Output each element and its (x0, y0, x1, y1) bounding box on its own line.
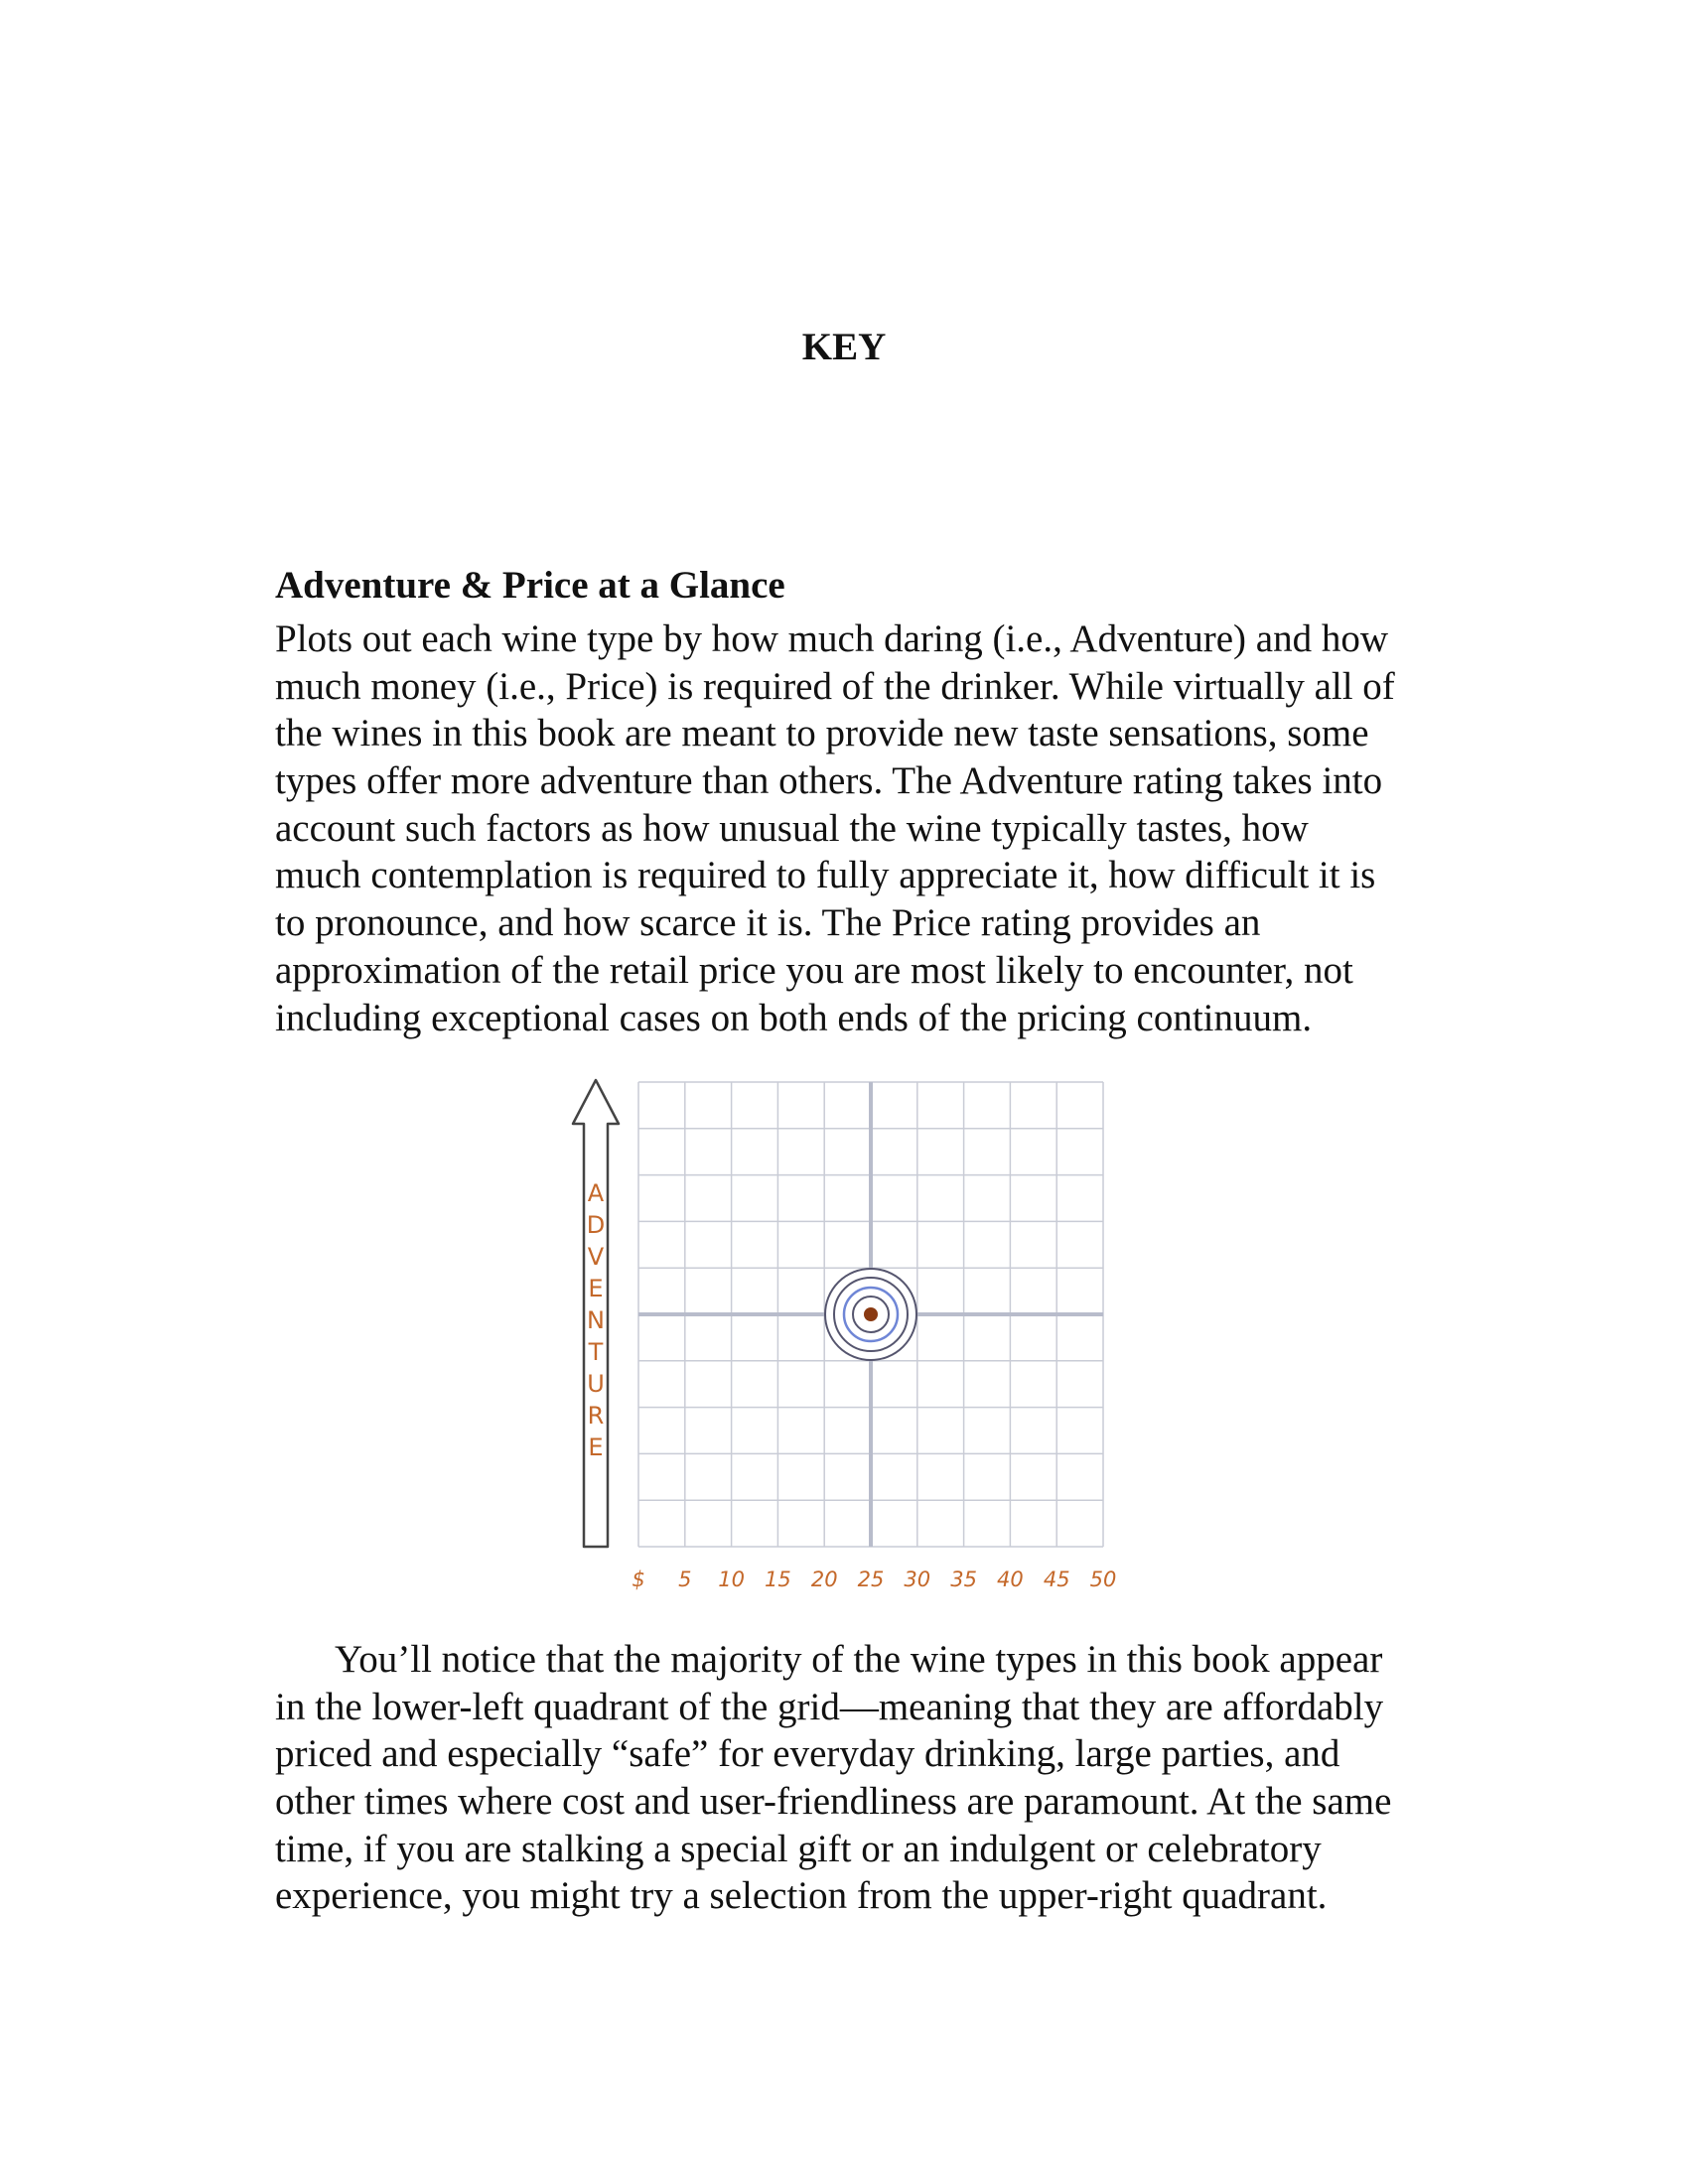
y-axis-label-letter: T (588, 1338, 604, 1366)
x-tick-label: 45 (1043, 1568, 1070, 1591)
paragraph-line: other times where cost and user-friendliness are paramount. At the same (275, 1780, 1392, 1824)
y-axis-label-letter: A (587, 1179, 605, 1207)
data-point (864, 1307, 878, 1321)
paragraph-line: time, if you are stalking a special gift or an indulgent or celebratory (275, 1827, 1322, 1870)
x-tick-label: 5 (678, 1568, 692, 1591)
y-axis-label-letter: N (587, 1306, 605, 1334)
paragraph-line: Plots out each wine type by how much daring (i.e., Adventure) and how (275, 617, 1389, 660)
target-marker (825, 1269, 916, 1360)
x-tick-label: 30 (904, 1568, 931, 1591)
paragraph-line: much money (i.e., Price) is required of the drinker. While virtually all of (275, 664, 1395, 708)
closing-paragraph (275, 1636, 1391, 1920)
paragraph-line: to pronounce, and how scarce it is. The Price rating provides an (275, 901, 1261, 945)
x-axis-ticks (632, 1568, 1116, 1591)
paragraph-line: types offer more adventure than others. The Adventure rating takes into (275, 759, 1383, 803)
paragraph-line: priced and especially “safe” for everyday drinking, large parties, and (275, 1732, 1340, 1776)
intro-paragraph (275, 615, 1395, 1041)
x-tick-label: 35 (950, 1568, 977, 1591)
x-tick-label: 20 (810, 1568, 838, 1591)
paragraph-line: account such factors as how unusual the wine typically tastes, how (275, 806, 1309, 850)
x-tick-label: 10 (718, 1568, 745, 1591)
paragraph-line: the wines in this book are meant to provide new taste sensations, some (275, 712, 1369, 755)
x-tick-label: 40 (997, 1568, 1024, 1591)
x-tick-label: 15 (765, 1568, 791, 1591)
x-tick-label: 50 (1089, 1568, 1117, 1591)
page-title: KEY (801, 326, 887, 368)
paragraph-line: You’ll notice that the majority of the wine types in this book appear (335, 1638, 1383, 1681)
adventure-price-chart (556, 1072, 1132, 1608)
y-axis-label-letter: V (587, 1243, 605, 1271)
paragraph-line: in the lower-left quadrant of the grid—meaning that they are affordably (275, 1685, 1384, 1728)
x-tick-label: 25 (857, 1568, 885, 1591)
paragraph-line: experience, you might try a selection from the upper-right quadrant. (275, 1874, 1328, 1918)
section-heading: Adventure & Price at a Glance (275, 564, 785, 607)
paragraph-line: including exceptional cases on both ends of the pricing continuum. (275, 996, 1313, 1039)
y-axis-label-letter: D (586, 1211, 606, 1239)
y-axis-label-letter: E (588, 1433, 604, 1461)
y-axis-label-letter: E (588, 1275, 604, 1302)
chart-canvas (556, 1072, 1132, 1608)
y-axis-label-letter: R (587, 1402, 605, 1430)
y-axis-label (587, 1179, 605, 1461)
paragraph-line: much contemplation is required to fully appreciate it, how difficult it is (275, 854, 1376, 897)
paragraph-line: approximation of the retail price you are most likely to encounter, not (275, 948, 1353, 992)
x-tick-label: $ (632, 1568, 645, 1591)
y-axis-label-letter: U (587, 1370, 605, 1398)
